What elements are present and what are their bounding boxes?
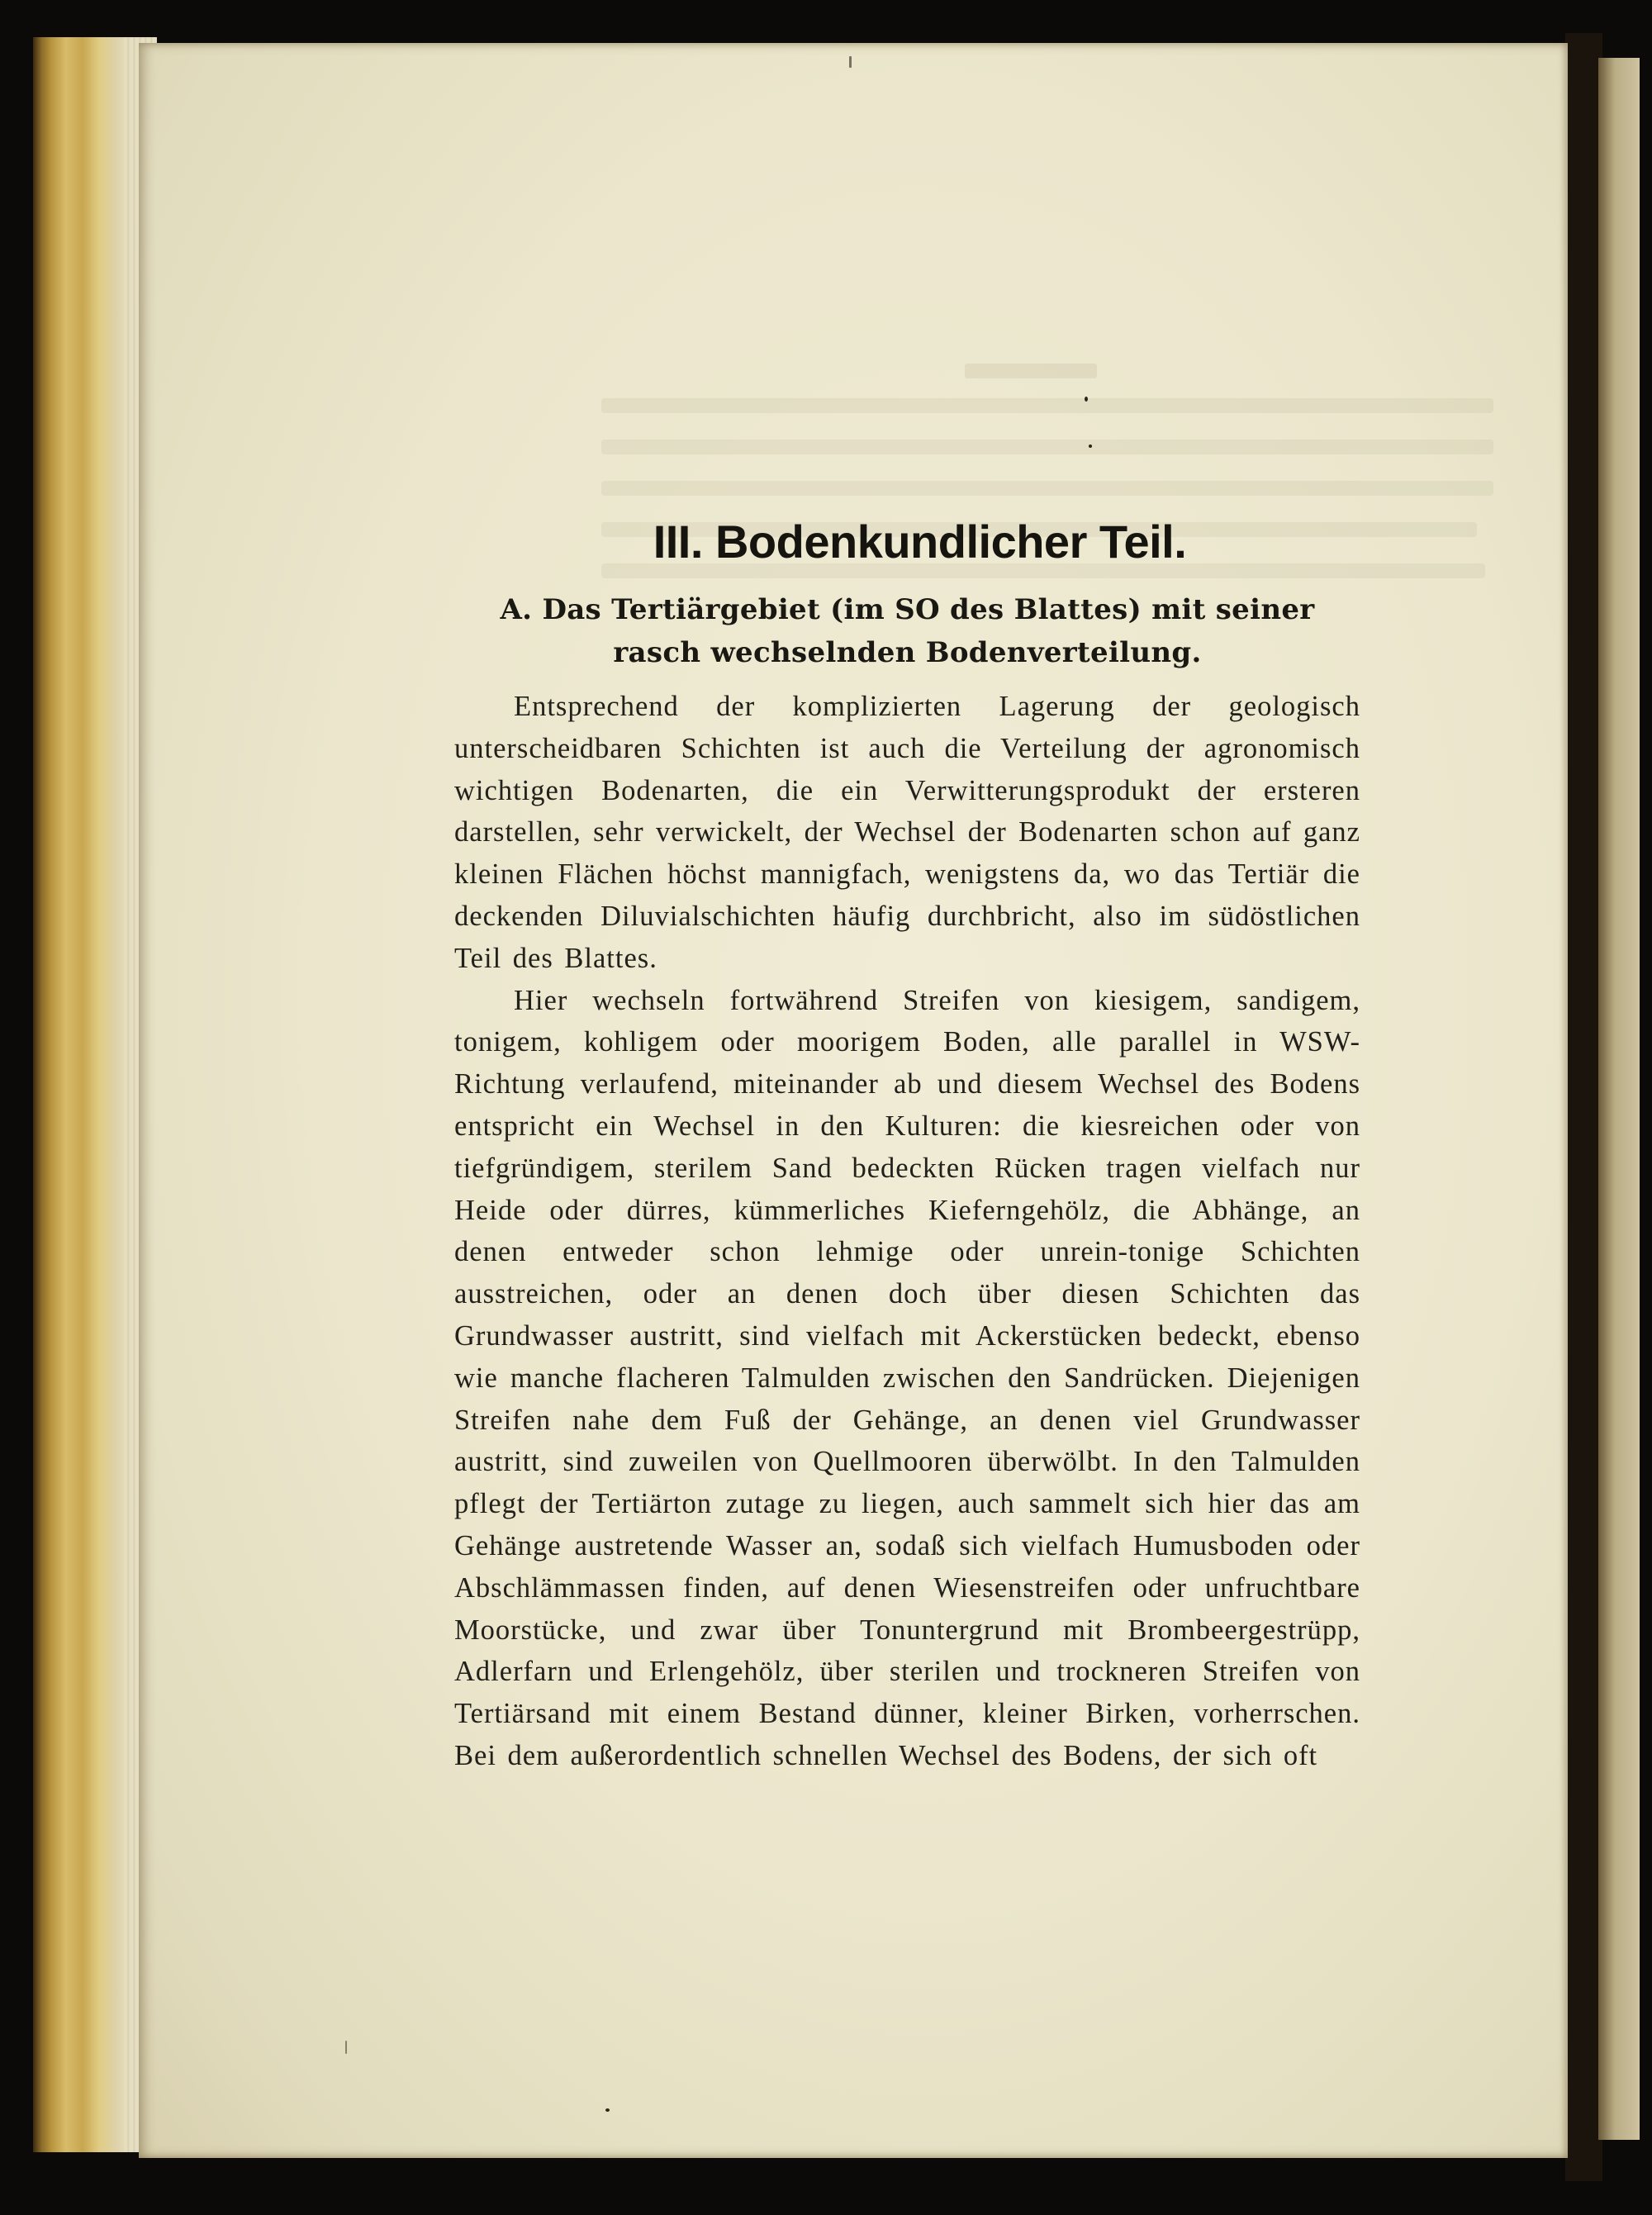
body-paragraph: Entsprechend der komplizierten Lagerung der geologisch unterscheidbaren Schichten ist auch die Verteilung der agronomisch wichtigen Bodenarten, die ein Verwitterungsprodukt der ersteren darstellen, sehr verwickelt, der Wechsel der Bodenarten schon auf ganz kleinen Flächen höchst mannigfach, wenigstens da, wo das Tertiär die deckenden Diluvialschichten häufig durchbricht, also im südöstlichen Teil des Blattes.: [454, 691, 1360, 974]
speck: [1089, 444, 1092, 448]
speck: [605, 2108, 610, 2112]
show-through-header: [965, 364, 1097, 378]
body-paragraph: Hier wechseln fortwährend Streifen von kiesigem, sandigem, tonigem, kohligem oder moorigem Boden, alle parallel in WSW-Richtung verlaufend, miteinander ab und diesem Wechsel des Bodens entspricht ein Wechsel in den Kulturen: die kiesreichen oder von tiefgründigem, sterilem Sand bedeckten Rücken tragen vielfach nur Heide oder dürres, kümmerliches Kieferngehölz, die Abhänge, an denen entweder schon lehmige oder unrein-tonige Schichten ausstreichen, oder an denen doch über diesen Schichten das Grundwasser austritt, sind vielfach mit Ackerstücken bedeckt, ebenso wie manche flacheren Talmulden zwischen den Sandrücken. Diejenigen Streifen nahe dem Fuß der Gehänge, an denen viel Grundwasser austritt, sind zuweilen von Quellmooren überwölbt. In den Talmulden pflegt der Tertiärton zutage zu liegen, auch sammelt sich hier das am Gehänge austretende Wasser an, sodaß sich vielfach Humusboden oder Abschlämmassen finden, auf denen Wiesenstreifen oder unfruchtbare Moorstücke, und zwar über Tonuntergrund mit Brombeergestrüpp, Adlerfarn und Erlengehölz, über sterilen und trockneren Streifen von Tertiärsand mit einem Bestand dünner, kleiner Birken, vorherrschen. Bei dem außerordentlich schnellen Wechsel des Bodens, der sich oft: [454, 984, 1360, 1771]
show-through-line: [601, 440, 1493, 454]
speck: [345, 2041, 347, 2054]
page-content: [454, 512, 1360, 1777]
chapter-title: III. Bodenkundlicher Teil.: [653, 516, 1187, 568]
speck: [1085, 397, 1088, 402]
section-heading: A. Das Tertiärgebiet (im SO des Blattes) mit seiner rasch wechselnden Bodenverteilung.: [500, 593, 1315, 669]
show-through-line: [601, 398, 1493, 413]
speck: [849, 56, 852, 68]
show-through-line: [601, 481, 1493, 496]
right-gutter: [1565, 33, 1602, 2181]
next-page-edge: [1598, 58, 1640, 2140]
